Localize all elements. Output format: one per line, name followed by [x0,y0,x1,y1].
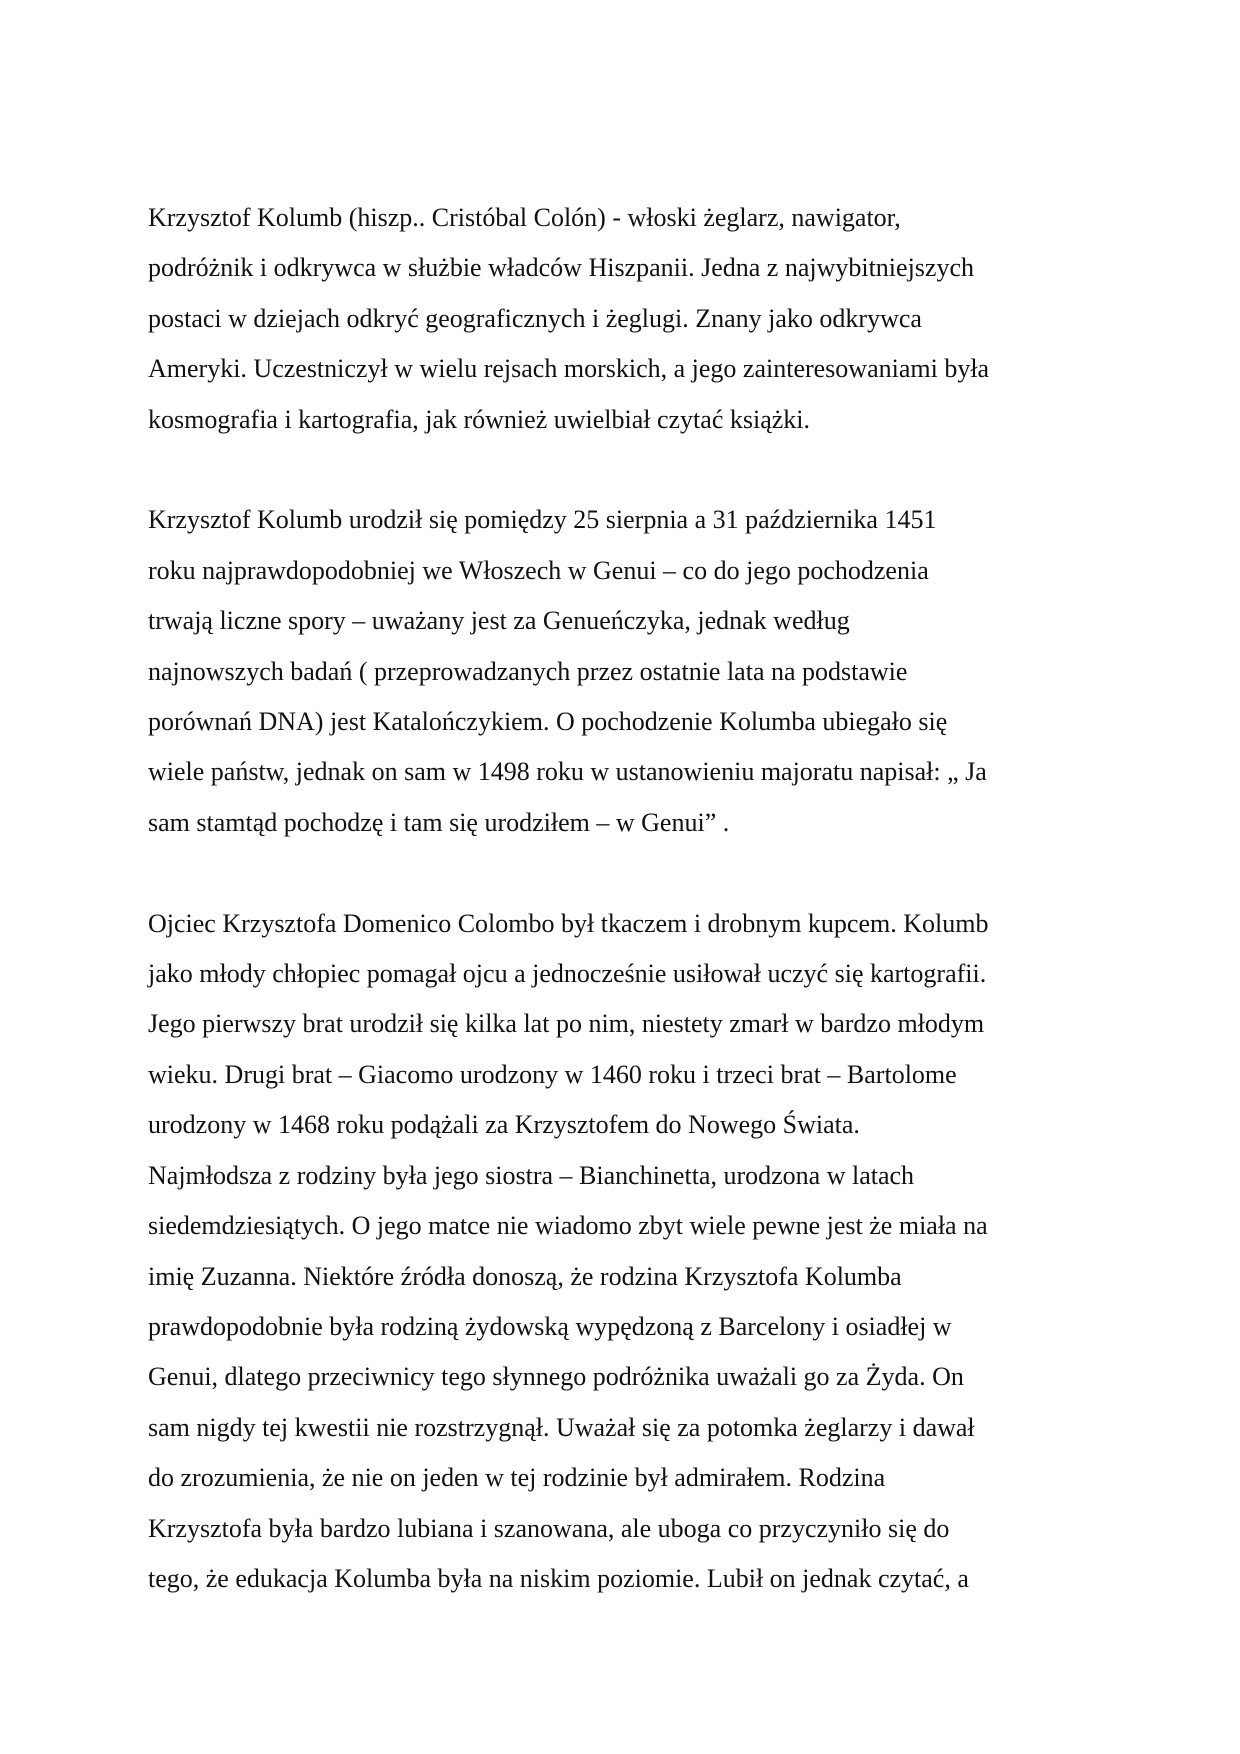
text-line: siedemdziesiątych. O jego matce nie wiadomo zbyt wiele pewne jest że miała na [148,1211,988,1241]
text-line: postaci w dziejach odkryć geograficznych i żeglugi. Znany jako odkrywca [148,303,922,333]
paragraph-birth [148,495,1108,848]
text-line: imię Zuzanna. Niektóre źródła donoszą, że rodzina Krzysztofa Kolumba [148,1261,902,1291]
text-line: Krzysztof Kolumb urodził się pomiędzy 25 sierpnia a 31 października 1451 [148,505,937,535]
text-line: roku najprawdopodobniej we Włoszech w Genui – co do jego pochodzenia [148,555,929,585]
document-body [148,193,1108,1655]
text-line: jako młody chłopiec pomagał ojcu a jednocześnie usiłował uczyć się kartografii. [148,959,987,989]
text-line: Ameryki. Uczestniczył w wielu rejsach morskich, a jego zainteresowaniami była [148,354,990,384]
text-line: prawdopodobnie była rodziną żydowską wypędzoną z Barcelony i osiadłej w [148,1311,952,1341]
paragraph-family [148,899,1108,1605]
paragraph-introduction [148,193,1108,445]
text-line: najnowszych badań ( przeprowadzanych przez ostatnie lata na podstawie [148,656,908,686]
text-line: wiele państw, jednak on sam w 1498 roku w ustanowieniu majoratu napisał: „ Ja [148,757,987,787]
text-line: sam nigdy tej kwestii nie rozstrzygnął. Uważał się za potomka żeglarzy i dawał [148,1412,975,1442]
text-line: sam stamtąd pochodzę i tam się urodziłem – w Genui” . [148,807,730,837]
text-line: podróżnik i odkrywca w służbie władców Hiszpanii. Jedna z najwybitniejszych [148,253,974,283]
text-line: Najmłodsza z rodziny była jego siostra – Bianchinetta, urodzona w latach [148,1160,915,1190]
text-line: Krzysztofa była bardzo lubiana i szanowana, ale uboga co przyczyniło się do [148,1513,950,1543]
text-line: porównań DNA) jest Katalończykiem. O pochodzenie Kolumba ubiegało się [148,707,948,737]
text-line: trwają liczne spory – uważany jest za Genueńczyka, jednak według [148,606,850,636]
text-line: Krzysztof Kolumb (hiszp.. Cristóbal Colón) - włoski żeglarz, nawigator, [148,203,901,232]
text-line: do zrozumienia, że nie on jeden w tej rodzinie był admirałem. Rodzina [148,1463,886,1493]
text-line: wieku. Drugi brat – Giacomo urodzony w 1460 roku i trzeci brat – Bartolome [148,1059,957,1089]
text-line: Ojciec Krzysztofa Domenico Colombo był tkaczem i drobnym kupcem. Kolumb [148,908,989,938]
text-line: Jego pierwszy brat urodził się kilka lat po nim, niestety zmarł w bardzo młodym [148,1009,985,1039]
text-line: kosmografia i kartografia, jak również uwielbiał czytać książki. [148,404,811,434]
text-line: Genui, dlatego przeciwnicy tego słynnego podróżnika uważali go za Żyda. On [148,1362,964,1392]
text-line: urodzony w 1468 roku podążali za Krzysztofem do Nowego Świata. [148,1110,860,1140]
text-line: tego, że edukacja Kolumba była na niskim poziomie. Lubił on jednak czytać, a [148,1563,969,1593]
